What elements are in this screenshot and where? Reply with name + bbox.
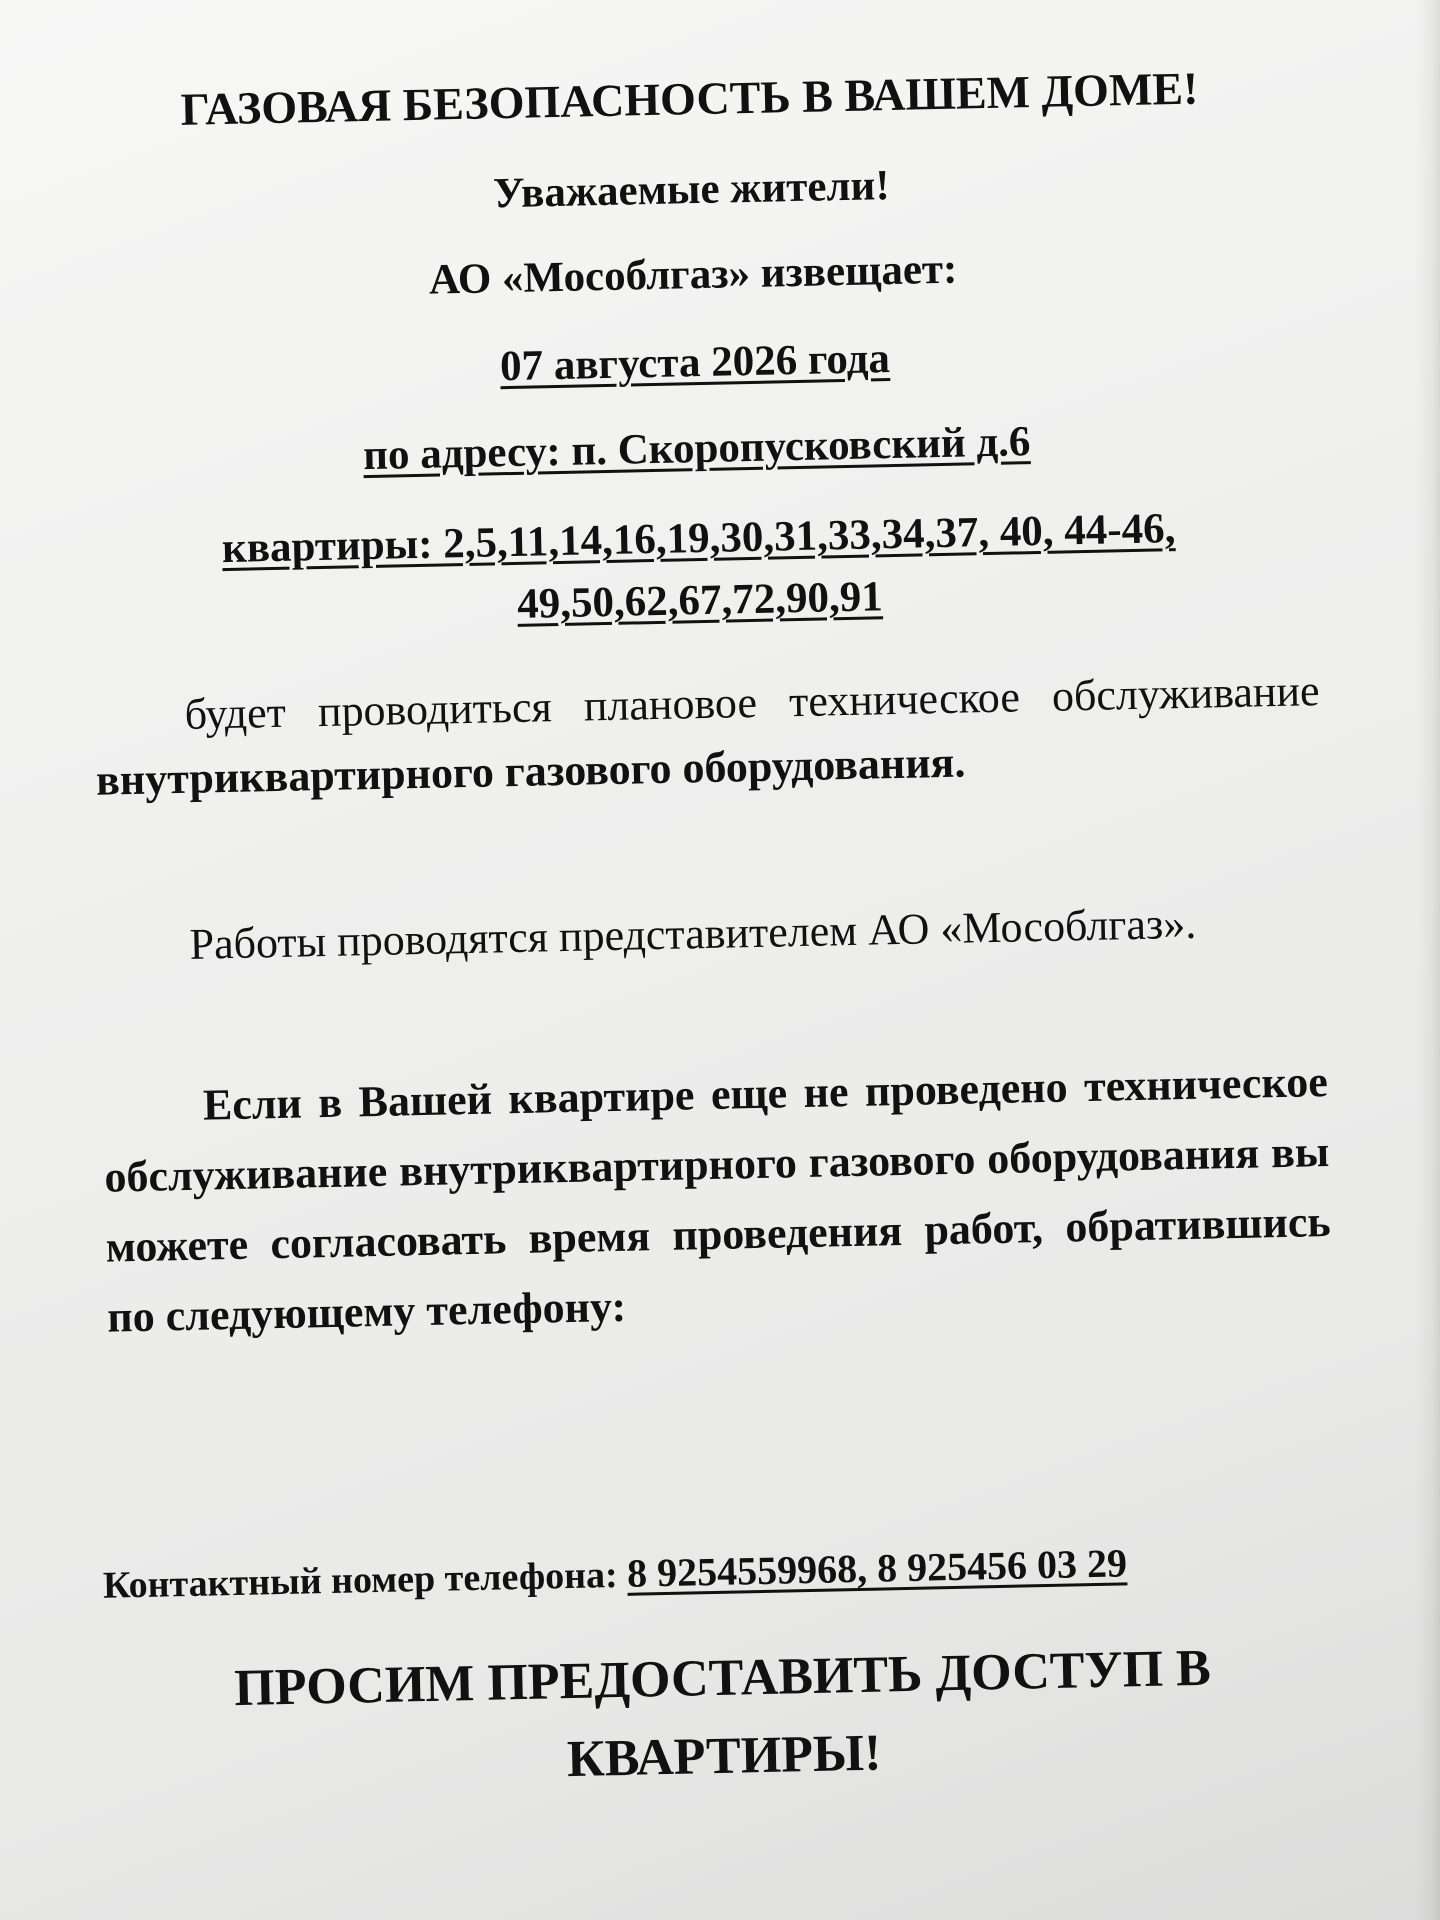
service-address — [69, 411, 1325, 486]
apartment-list-line-2: 49,50,62,67,72,90,91 — [516, 573, 884, 628]
access-request: ПРОСИМ ПРЕДОСТАВИТЬ ДОСТУП В КВАРТИРЫ! — [233, 1639, 1212, 1789]
contact-phone-numbers: 8 9254559968, 8 925456 03 29 — [626, 1540, 1128, 1596]
maintenance-paragraph-bold: внутриквартирного газового оборудования. — [95, 737, 966, 805]
contact-line — [102, 1535, 1348, 1608]
contractor-paragraph: Работы проводятся представителем АО «Мособлгаз». — [189, 898, 1197, 969]
apartment-list-line-1: квартиры: 2,5,11,14,16,19,30,31,33,34,37, 40, 44-46, — [221, 505, 1176, 573]
maintenance-paragraph-regular: будет проводиться плановое техническое обслуживание — [184, 666, 1321, 739]
maintenance-paragraph — [94, 659, 1321, 813]
service-date — [67, 325, 1323, 400]
notice-content — [60, 0, 1355, 1920]
contact-label: Контактный номер телефона: — [102, 1553, 628, 1607]
scheduling-paragraph: Если в Вашей квартире еще не проведено техническое обслуживание внутриквартирного газового оборудования вы можете согласовать время проведения работ, обратившись по следующему телефону: — [103, 1057, 1332, 1342]
service-date-text: 07 августа 2026 года — [499, 335, 891, 391]
notice-title: ГАЗОВАЯ БЕЗОПАСНОСТЬ В ВАШЕМ ДОМЕ! — [180, 62, 1199, 135]
notifier-line: АО «Мособлгаз» извещает: — [428, 245, 958, 304]
paper-edge-shadow — [1416, 0, 1440, 1920]
greeting: Уважаемые жители! — [492, 162, 891, 218]
apartment-list — [71, 495, 1328, 645]
service-address-text: по адресу: п. Скоропусковский д.6 — [362, 418, 1031, 480]
